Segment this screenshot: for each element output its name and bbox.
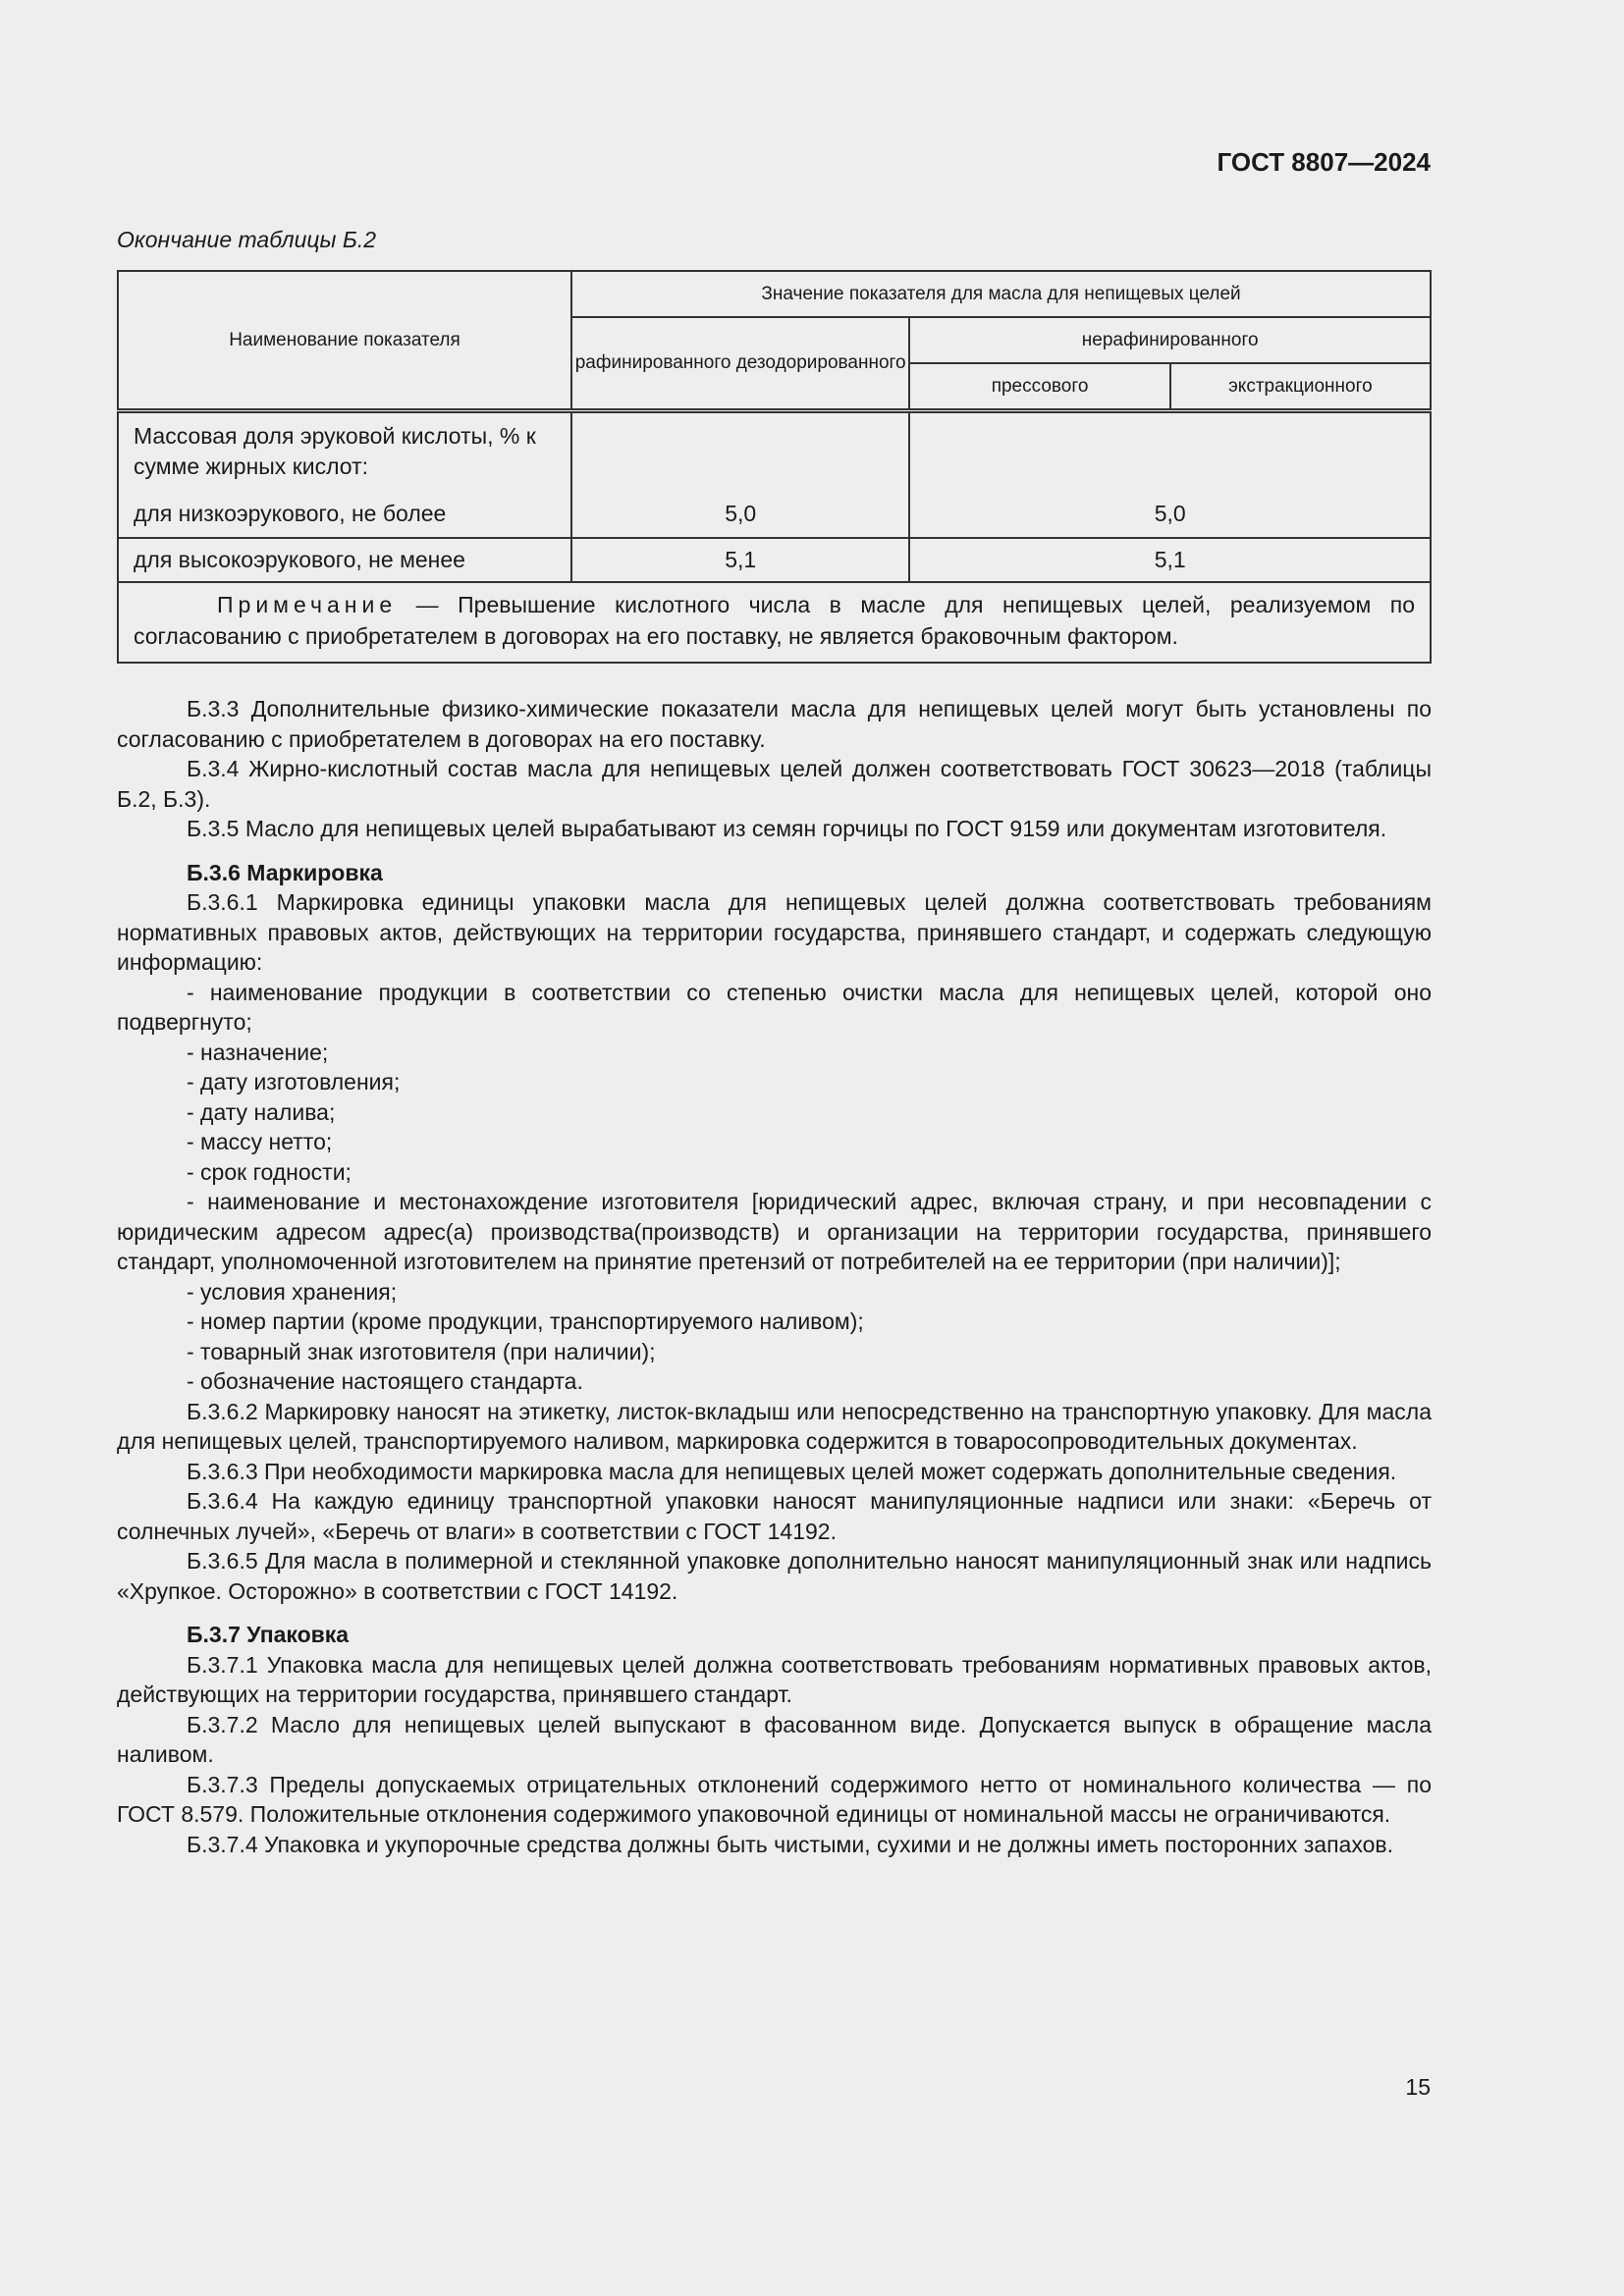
paragraph-b372: Б.3.7.2 Масло для непищевых целей выпускают в фасованном виде. Допускается выпуск в обращение масла наливом. [117, 1711, 1432, 1767]
note-label: Примечание [217, 592, 398, 617]
cell-refined-low: 5,0 [571, 411, 909, 539]
list-item: - дату изготовления; [187, 1069, 401, 1095]
section-heading-packaging: Б.3.7 Упаковка [187, 1622, 350, 1647]
note-text: — Превышение кислотного числа в масле для непищевых целей, реализуемом по согласованию с приобретателем в договорах на его поставку, не является браковочным фактором. [134, 592, 1415, 649]
table-caption: Окончание таблицы Б.2 [117, 227, 377, 252]
table-note [118, 582, 1431, 663]
paragraph-b34: Б.3.4 Жирно-кислотный состав масла для непищевых целей должен соответствовать ГОСТ 30623—2018 (таблицы Б.2, Б.3). [117, 756, 1432, 812]
header-extraction: экстракционного [1170, 363, 1431, 411]
paragraph-b361: Б.3.6.1 Маркировка единицы упаковки масла для непищевых целей должна соответствовать требованиям нормативных правовых актов, действующих на территории государства, принявшего стандарт, и содержать следующую информацию: [117, 889, 1432, 975]
cell-unrefined-high: 5,1 [909, 538, 1431, 582]
indicator-table [117, 270, 1432, 664]
cell-refined-high: 5,1 [571, 538, 909, 582]
list-item: - номер партии (кроме продукции, транспортируемого наливом); [187, 1308, 864, 1334]
header-refined: рафинированного дезодорированного [571, 317, 909, 411]
header-pressed: прессового [909, 363, 1169, 411]
list-item: - наименование и местонахождение изготовителя [юридический адрес, включая страну, и при несовпадении с юридическим адресом адрес(а) производства(производств) и организации на территории государства, принявшего стандарт, уполномоченной изготовителем на принятие претензий от потребителей на ее территории (при наличии)]; [117, 1189, 1432, 1274]
row-label-high-erucic: для высокоэрукового, не менее [118, 538, 571, 582]
list-item: - условия хранения; [187, 1278, 398, 1305]
paragraph-b364: Б.3.6.4 На каждую единицу транспортной упаковки наносят манипуляционные надписи или знаки: «Беречь от солнечных лучей», «Беречь от влаги» в соответствии с ГОСТ 14192. [117, 1488, 1432, 1544]
list-item: - дату налива; [187, 1098, 336, 1125]
paragraph-b373: Б.3.7.3 Пределы допускаемых отрицательных отклонений содержимого нетто от номинального количества — по ГОСТ 8.579. Положительные отклонения содержимого упаковочной единицы от номинальной массы не ограничиваются. [117, 1771, 1432, 1827]
document-number: ГОСТ 8807—2024 [1217, 147, 1431, 177]
header-unrefined: нерафинированного [909, 317, 1431, 363]
marking-list [117, 978, 1432, 1397]
list-item: - срок годности; [187, 1158, 352, 1185]
header-indicator-name: Наименование показателя [118, 271, 571, 411]
cell-unrefined-low: 5,0 [909, 411, 1431, 539]
list-item: - массу нетто; [187, 1129, 333, 1154]
row-label: для низкоэрукового, не более [134, 501, 447, 526]
page-number: 15 [1405, 2074, 1431, 2100]
paragraph-b362: Б.3.6.2 Маркировку наносят на этикетку, листок-вкладыш или непосредственно на транспортную упаковку. Для масла для непищевых целей, транспортируемого наливом, маркировка содержится в товаросопроводительных документах. [117, 1398, 1432, 1454]
paragraph-b371: Б.3.7.1 Упаковка масла для непищевых целей должна соответствовать требованиям нормативных правовых актов, действующих на территории государства, принявшего стандарт. [117, 1651, 1432, 1707]
indicator-title: Массовая доля эруковой кислоты, % к сумме жирных кислот: [134, 423, 536, 479]
table-row-low-erucic-label [118, 411, 571, 539]
paragraph-b33: Б.3.3 Дополнительные физико-химические показатели масла для непищевых целей могут быть установлены по согласованию с приобретателем в договорах на его поставку. [117, 696, 1432, 752]
section-heading-marking: Б.3.6 Маркировка [187, 859, 383, 885]
paragraph-b374: Б.3.7.4 Упаковка и укупорочные средства должны быть чистыми, сухими и не должны иметь посторонних запахов. [187, 1831, 1393, 1857]
paragraph-b365: Б.3.6.5 Для масла в полимерной и стеклянной упаковке дополнительно наносят манипуляционный знак или надпись «Хрупкое. Осторожно» в соответствии с ГОСТ 14192. [117, 1548, 1432, 1604]
paragraph-b35: Б.3.5 Масло для непищевых целей вырабатывают из семян горчицы по ГОСТ 9159 или документам изготовителя. [187, 816, 1387, 841]
list-item: - обозначение настоящего стандарта. [187, 1368, 583, 1394]
list-item: - назначение; [187, 1039, 329, 1065]
list-item: - товарный знак изготовителя (при наличии); [187, 1338, 656, 1364]
paragraph-b363: Б.3.6.3 При необходимости маркировка масла для непищевых целей может содержать дополнительные сведения. [187, 1458, 1397, 1484]
document-body [117, 694, 1432, 1859]
header-value: Значение показателя для масла для непищевых целей [571, 271, 1431, 317]
list-item: - наименование продукции в соответствии со степенью очистки масла для непищевых целей, которой оно подвергнуто; [117, 979, 1432, 1035]
